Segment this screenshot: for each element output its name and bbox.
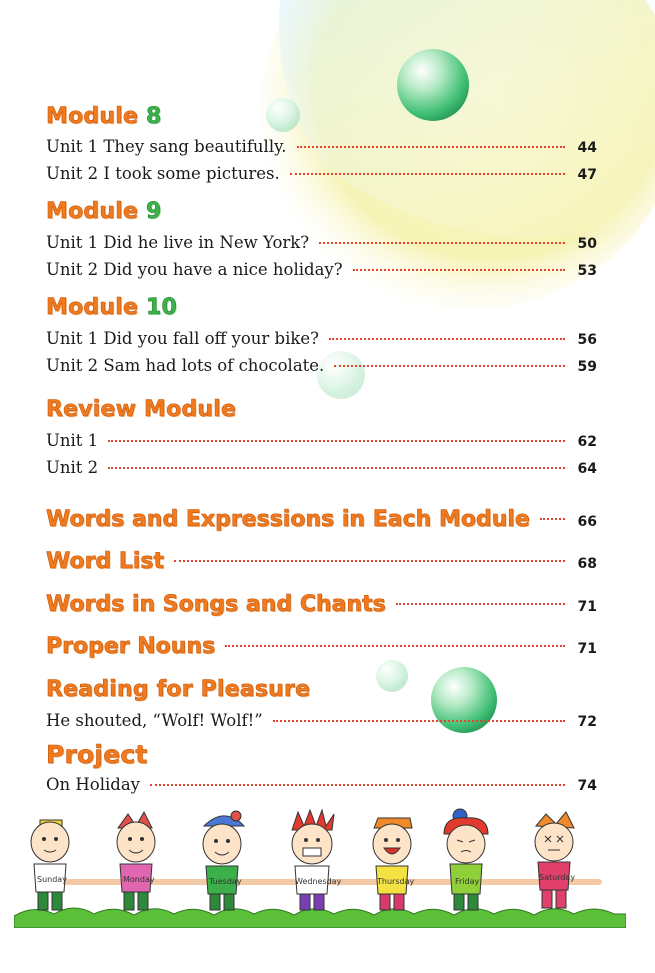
toc-page-number: 71 — [577, 641, 597, 657]
module-number: 9 — [145, 199, 162, 224]
toc-page-number: 74 — [577, 778, 597, 794]
toc-entry[interactable] — [46, 329, 597, 348]
toc-section[interactable] — [46, 592, 597, 617]
dot-leader — [273, 720, 565, 722]
grass — [14, 908, 626, 928]
project-heading: Project — [46, 740, 148, 769]
kid-monday — [117, 812, 155, 910]
shirt-label: Wednesday — [295, 877, 342, 886]
shirt-label: Sunday — [37, 875, 67, 884]
toc-entry-title: He shouted, “Wolf! Wolf!” — [46, 711, 263, 730]
toc-entry-title: On Holiday — [46, 775, 140, 794]
toc-page-number: 44 — [577, 140, 597, 156]
toc-page-number: 68 — [577, 556, 597, 572]
toc-entry-title: Unit 2 — [46, 458, 99, 477]
module-heading — [46, 199, 161, 224]
shirt-label: Friday — [455, 877, 480, 886]
toc-entry-title: Unit 2 Did you have a nice holiday? — [46, 260, 343, 279]
module-heading-label: Module — [46, 295, 146, 320]
dot-leader — [174, 560, 565, 562]
toc-page-number: 64 — [577, 461, 597, 477]
section-heading: Word List — [46, 549, 165, 574]
kids-illustration — [14, 808, 626, 928]
dot-leader — [396, 603, 565, 605]
section-heading: Words in Songs and Chants — [46, 592, 386, 617]
module-number: 8 — [145, 104, 162, 129]
kid-saturday — [535, 812, 575, 908]
toc-entry-title: Unit 2 Sam had lots of chocolate. — [46, 356, 325, 375]
toc-entry[interactable] — [46, 775, 597, 794]
dot-leader — [108, 467, 565, 469]
toc-section[interactable] — [46, 507, 597, 532]
toc-entry[interactable] — [46, 260, 597, 279]
dot-leader — [297, 146, 566, 148]
dot-leader — [290, 173, 565, 175]
shirt-label: Saturday — [539, 873, 576, 882]
kid-wednesday — [292, 810, 342, 910]
reading-heading: Reading for Pleasure — [46, 677, 311, 702]
toc-page-number: 47 — [577, 167, 597, 183]
toc-entry-title: Unit 1 They sang beautifully. — [46, 137, 287, 156]
section-heading: Words and Expressions in Each Module — [46, 507, 530, 532]
toc-section[interactable] — [46, 634, 597, 659]
module-heading — [46, 295, 177, 320]
shirt-label: Tuesday — [209, 877, 242, 886]
kid-friday — [444, 809, 488, 910]
dot-leader — [353, 269, 565, 271]
dot-leader — [319, 242, 565, 244]
toc-page-number: 66 — [577, 514, 597, 530]
dot-leader — [334, 365, 565, 367]
shirt-label: Monday — [123, 875, 155, 884]
toc-entry[interactable] — [46, 458, 597, 477]
toc-section[interactable] — [46, 549, 597, 574]
dot-leader — [150, 784, 565, 786]
dot-leader — [225, 645, 565, 647]
dot-leader — [540, 518, 565, 520]
module-heading — [46, 104, 161, 129]
section-heading: Proper Nouns — [46, 634, 216, 659]
toc-page-number: 59 — [577, 359, 597, 375]
toc-entry[interactable] — [46, 711, 597, 730]
kid-tuesday — [203, 811, 244, 910]
toc-page-number: 71 — [577, 599, 597, 615]
module-heading-label: Module — [46, 104, 146, 129]
toc-entry-title: Unit 1 — [46, 431, 99, 450]
kid-sunday — [31, 820, 69, 910]
toc-page-number: 72 — [577, 714, 597, 730]
review-heading: Review Module — [46, 397, 237, 422]
toc-page-number: 53 — [577, 263, 597, 279]
toc-entry[interactable] — [46, 431, 597, 450]
toc-entry-title: Unit 1 Did you fall off your bike? — [46, 329, 319, 348]
toc-entry[interactable] — [46, 356, 597, 375]
toc-page-number: 50 — [577, 236, 597, 252]
toc-entry[interactable] — [46, 137, 597, 156]
toc-page-number: 62 — [577, 434, 597, 450]
shirt-label: Thursday — [377, 877, 415, 886]
toc-entry-title: Unit 1 Did he live in New York? — [46, 233, 310, 252]
kid-thursday — [373, 818, 414, 910]
module-number: 10 — [145, 295, 177, 320]
toc-entry[interactable] — [46, 233, 597, 252]
toc-entry[interactable] — [46, 164, 597, 183]
dot-leader — [108, 440, 565, 442]
dot-leader — [329, 338, 565, 340]
toc-entry-title: Unit 2 I took some pictures. — [46, 164, 280, 183]
module-heading-label: Module — [46, 199, 146, 224]
toc-page-number: 56 — [577, 332, 597, 348]
